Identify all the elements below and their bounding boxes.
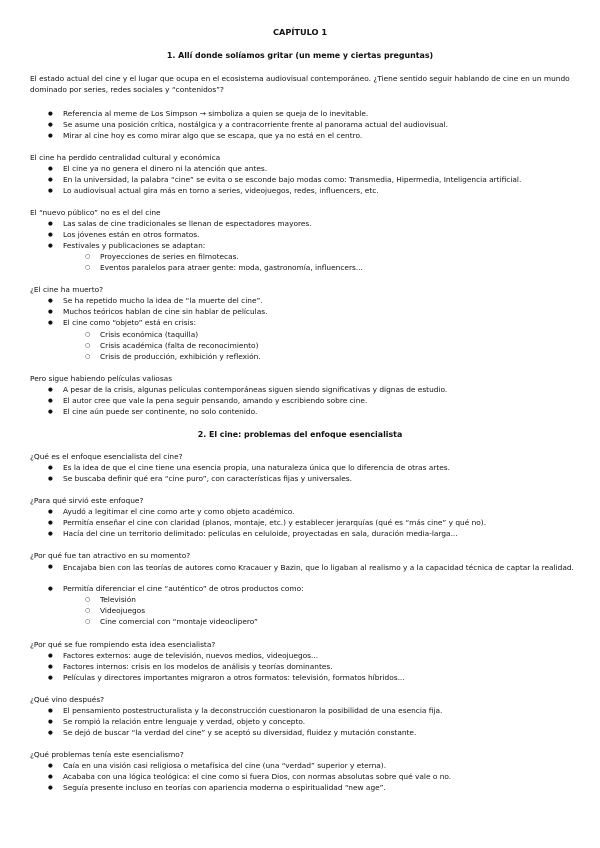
subheading: ¿Para qué sirvió este enfoque? bbox=[30, 496, 144, 505]
section-1-intro: El estado actual del cine y el lugar que ocupa en el ecosistema audiovisual contemporáneo. ¿Tiene sentido seguir hablando de cine en un mundo dominado por series, redes sociales y “contenidos”? bbox=[30, 74, 570, 94]
subheading: ¿Por qué fue tan atractivo en su momento? bbox=[30, 551, 191, 560]
chapter-title: CAPÍTULO 1 bbox=[272, 27, 328, 37]
list-item: ● Películas y directores importantes migraron a otros formatos: televisión, formatos híbridos... bbox=[63, 673, 575, 683]
list-item: ● Referencia al meme de Los Simpson → simboliza a quien se queja de lo inevitable. bbox=[63, 109, 575, 119]
list-item: ● Factores internos: crisis en los modelos de análisis y teorías dominantes. bbox=[63, 662, 575, 672]
list-item: ● Encajaba bien con las teorías de autores como Kracauer y Bazin, que lo ligaban al realismo y a la capacidad técnica de captar la realidad. bbox=[63, 562, 575, 573]
sub-list-item: ○ Eventos paralelos para atraer gente: moda, gastronomía, influencers... bbox=[100, 263, 570, 273]
list-item: ● Acababa con una lógica teológica: el cine como si fuera Dios, con normas absolutas sobre qué vale o no. bbox=[63, 772, 575, 782]
list-item: ● En la universidad, la palabra “cine” se evita o se esconde bajo modas como: Transmedia, Hipermedia, Inteligencia artificial. bbox=[63, 175, 575, 185]
sub-list-item: ○ Crisis de producción, exhibición y reflexión. bbox=[100, 352, 570, 362]
list-item: ● Caía en una visión casi religiosa o metafísica del cine (una “verdad” superior y eterna). bbox=[63, 761, 575, 771]
list-item: ● El autor cree que vale la pena seguir pensando, amando y escribiendo sobre cine. bbox=[63, 396, 575, 406]
subheading: ¿Qué es el enfoque esencialista del cine? bbox=[30, 452, 183, 461]
list-item: ● Factores externos: auge de televisión, nuevos medios, videojuegos... bbox=[63, 651, 575, 661]
list-item: ● Se rompió la relación entre lenguaje y verdad, objeto y concepto. bbox=[63, 717, 575, 727]
subheading: ¿Qué problemas tenía este esencialismo? bbox=[30, 750, 184, 759]
list-item: ● El cine ya no genera el dinero ni la atención que antes. bbox=[63, 164, 575, 174]
subheading: El cine ha perdido centralidad cultural y económica bbox=[30, 153, 221, 162]
list-item: ● Muchos teóricos hablan de cine sin hablar de películas. bbox=[63, 307, 575, 317]
list-item: ● Se buscaba definir qué era “cine puro”, con características fijas y universales. bbox=[63, 474, 575, 484]
subheading: ¿Qué vino después? bbox=[30, 695, 105, 704]
list-item: ● Hacía del cine un territorio delimitado: películas en celuloide, proyectadas en sala, duración media-larga... bbox=[63, 529, 575, 539]
list-item: ● Es la idea de que el cine tiene una esencia propia, una naturaleza única que lo diferencia de otras artes. bbox=[63, 463, 575, 473]
sub-list-item: ○ Crisis económica (taquilla) bbox=[100, 330, 570, 340]
list-item: ● El cine como “objeto” está en crisis: bbox=[63, 318, 575, 328]
list-item: ● El cine aún puede ser continente, no solo contenido. bbox=[63, 407, 575, 417]
sub-list-item: ○ Crisis académica (falta de reconocimiento) bbox=[100, 341, 570, 351]
subheading: El “nuevo público” no es el del cine bbox=[30, 208, 161, 217]
list-item: ● Las salas de cine tradicionales se llenan de espectadores mayores. bbox=[63, 219, 575, 229]
sub-list-item: ○ Videojuegos bbox=[100, 606, 570, 616]
section-2-title: 2. El cine: problemas del enfoque esencialista bbox=[197, 430, 403, 439]
list-item: ● A pesar de la crisis, algunas películas contemporáneas siguen siendo significativas y dignas de estudio. bbox=[63, 385, 575, 395]
list-item: ● Se asume una posición crítica, nostálgica y a contracorriente frente al panorama actual del audiovisual. bbox=[63, 120, 575, 130]
sub-list-item: ○ Cine comercial con “montaje videoclipero” bbox=[100, 617, 570, 627]
list-item: ● Festivales y publicaciones se adaptan: bbox=[63, 241, 575, 251]
sub-list-item: ○ Proyecciones de series en filmotecas. bbox=[100, 252, 570, 262]
list-item: ● Se ha repetido mucho la idea de “la muerte del cine”. bbox=[63, 296, 575, 306]
list-item: ● Permitía enseñar el cine con claridad (planos, montaje, etc.) y establecer jerarquías (qué es “más cine” y qué no). bbox=[63, 518, 575, 528]
sub-list-item: ○ Televisión bbox=[100, 595, 570, 605]
list-item: ● Seguía presente incluso en teorías con apariencia moderna o espiritualidad “new age”. bbox=[63, 783, 575, 793]
list-item: ● Mirar al cine hoy es como mirar algo que se escapa, que ya no está en el centro. bbox=[63, 131, 575, 141]
list-item: ● El pensamiento postestructuralista y la deconstrucción cuestionaron la posibilidad de una esencia fija. bbox=[63, 706, 575, 716]
subheading: Pero sigue habiendo películas valiosas bbox=[30, 374, 173, 383]
list-item: ● Se dejó de buscar “la verdad del cine” y se aceptó su diversidad, fluidez y mutación constante. bbox=[63, 728, 575, 738]
list-item: ● Ayudó a legitimar el cine como arte y como objeto académico. bbox=[63, 507, 575, 517]
subheading: ¿Por qué se fue rompiendo esta idea esencialista? bbox=[30, 640, 216, 649]
list-item: ● Lo audiovisual actual gira más en torno a series, videojuegos, redes, influencers, etc. bbox=[63, 186, 575, 196]
subheading: ¿El cine ha muerto? bbox=[30, 285, 104, 294]
list-item: ● Los jóvenes están en otros formatos. bbox=[63, 230, 575, 240]
section-1-title: 1. Allí donde solíamos gritar (un meme y ciertas preguntas) bbox=[166, 51, 434, 60]
list-item: ● Permitía diferenciar el cine “auténtico” de otros productos como: bbox=[63, 584, 575, 594]
